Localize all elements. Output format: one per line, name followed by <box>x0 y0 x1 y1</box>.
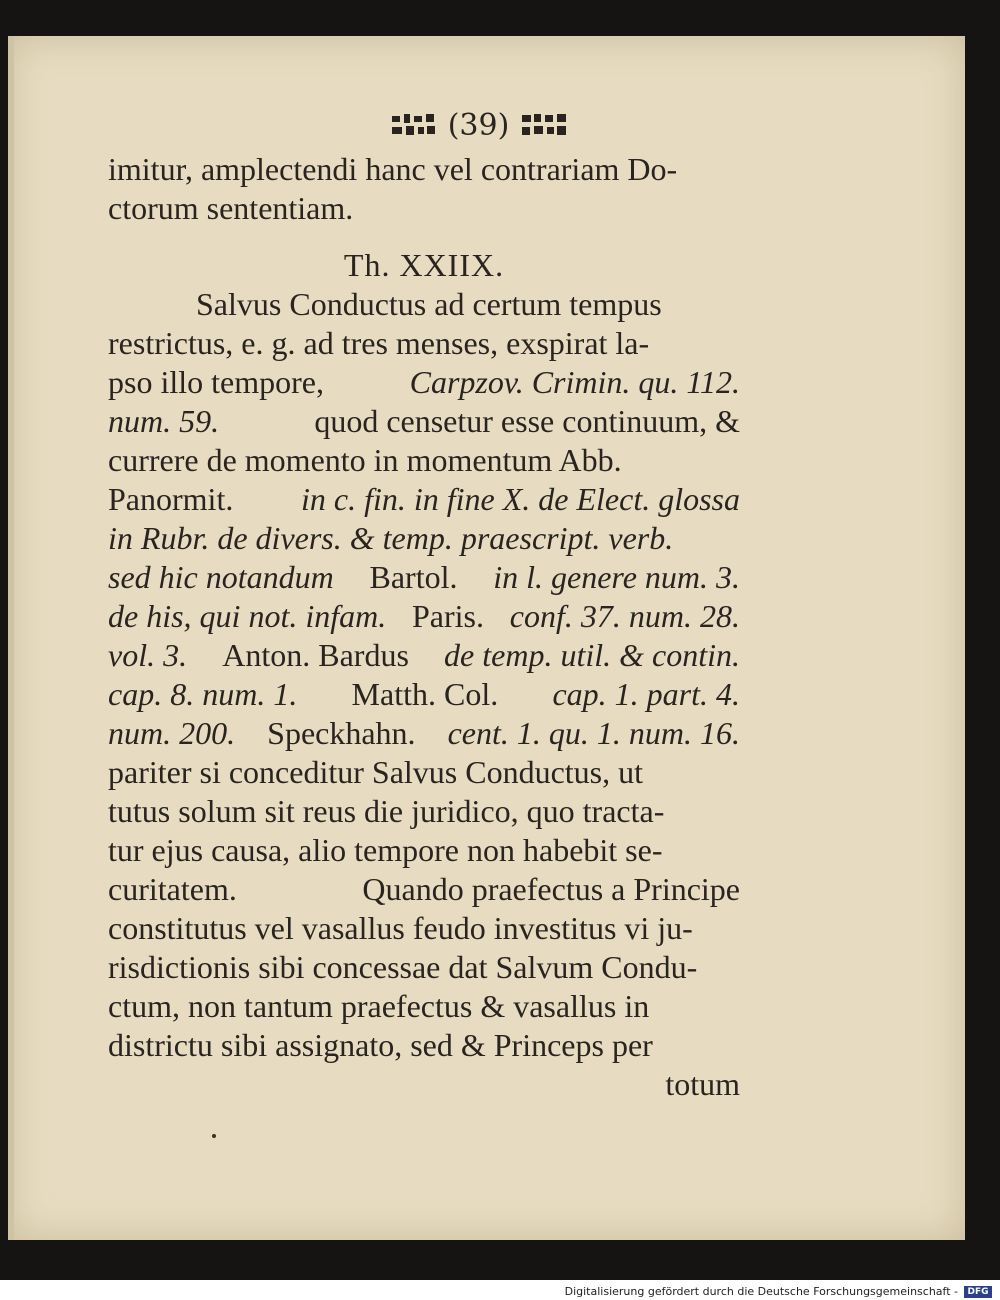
body-text-segment: quod censetur esse continuum, & <box>314 403 740 439</box>
body-text-segment: pariter si conceditur Salvus Conductus, ut <box>108 754 644 790</box>
text-line <box>108 558 740 597</box>
body-text-segment: Anton. Bardus <box>222 637 409 673</box>
body-text-segment: Bartol. <box>369 559 458 595</box>
body-text-segment: Panormit. <box>108 481 234 517</box>
citation-text: vol. 3. <box>108 637 188 673</box>
text-line <box>108 597 740 636</box>
text-line <box>108 519 740 558</box>
page-edge <box>8 36 14 1240</box>
body-text-segment: ctorum sententiam. <box>108 190 354 226</box>
body-text-segment: Quando praefectus a Principe <box>362 871 740 907</box>
body-text-segment: curitatem. <box>108 871 237 907</box>
text-line <box>108 636 740 675</box>
text-line <box>108 792 740 831</box>
text-line <box>108 987 740 1026</box>
citation-text: num. 59. <box>108 403 220 439</box>
citation-text: conf. 37. num. 28. <box>509 598 740 634</box>
body-text-segment: districtu sibi assignato, sed & Princeps per <box>108 1027 653 1063</box>
section-heading <box>108 246 740 285</box>
text-line <box>108 909 740 948</box>
text-line <box>108 870 740 909</box>
citation-text: in c. fin. in fine X. de Elect. glossa <box>300 481 740 517</box>
body-text-segment: currere de momento in momentum Abb. <box>108 442 622 478</box>
text-line <box>108 441 740 480</box>
body-text-segment: Speckhahn. <box>267 715 416 751</box>
ink-speck <box>212 1134 216 1138</box>
citation-text: de his, qui not. infam. <box>108 598 387 634</box>
dfg-logo: DFG <box>964 1286 992 1298</box>
citation-text: sed hic notandum <box>108 559 334 595</box>
text-line <box>108 948 740 987</box>
body-text-segment: tutus solum sit reus die juridico, quo tracta- <box>108 793 665 829</box>
citation-text: cent. 1. qu. 1. num. 16. <box>447 715 740 751</box>
page-number: (39) <box>447 107 510 143</box>
text-line <box>108 150 740 189</box>
text-line <box>108 714 740 753</box>
body-text-segment: constitutus vel vasallus feudo investitus vi ju- <box>108 910 693 946</box>
citation-text: cap. 8. num. 1. <box>108 676 298 712</box>
body-text <box>108 150 740 1104</box>
page-header <box>0 100 957 150</box>
body-text-segment: risdictionis sibi concessae dat Salvum Condu- <box>108 949 698 985</box>
citation-text: cap. 1. part. 4. <box>552 676 740 712</box>
text-line <box>108 189 740 228</box>
body-text-segment: Salvus Conductus ad certum tempus <box>196 286 662 322</box>
body-text-segment: Th. XXIIX. <box>343 247 505 283</box>
ornament-right-icon <box>519 110 569 140</box>
text-line <box>108 480 740 519</box>
body-text-segment: Matth. Col. <box>351 676 499 712</box>
heading-spacer <box>108 228 740 246</box>
text-line <box>108 1065 740 1104</box>
citation-text: Carpzov. Crimin. qu. 112. <box>409 364 740 400</box>
text-line <box>108 753 740 792</box>
body-text-segment: totum <box>665 1066 740 1102</box>
body-text-segment: imitur, amplectendi hanc vel contrariam Do- <box>108 151 678 187</box>
ornament-left-icon <box>388 110 438 140</box>
citation-text: de temp. util. & contin. <box>444 637 740 673</box>
citation-text: num. 200. <box>108 715 236 751</box>
body-text-segment: tur ejus causa, alio tempore non habebit se- <box>108 832 663 868</box>
body-text-segment: ctum, non tantum praefectus & vasallus in <box>108 988 650 1024</box>
body-text-segment: pso illo tempore, <box>108 364 324 400</box>
citation-text: in Rubr. de divers. & temp. praescript. verb. <box>108 520 674 556</box>
text-line <box>108 1026 740 1065</box>
text-line <box>108 831 740 870</box>
text-line <box>108 675 740 714</box>
footer-credit: Digitalisierung gefördert durch die Deutsche Forschungsgemeinschaft - <box>564 1285 958 1298</box>
citation-text: in l. genere num. 3. <box>493 559 740 595</box>
text-line <box>108 363 740 402</box>
text-line <box>108 285 740 324</box>
body-text-segment: restrictus, e. g. ad tres menses, exspirat la- <box>108 325 650 361</box>
body-text-segment: Paris. <box>412 598 484 634</box>
text-line <box>108 324 740 363</box>
text-line <box>108 402 740 441</box>
